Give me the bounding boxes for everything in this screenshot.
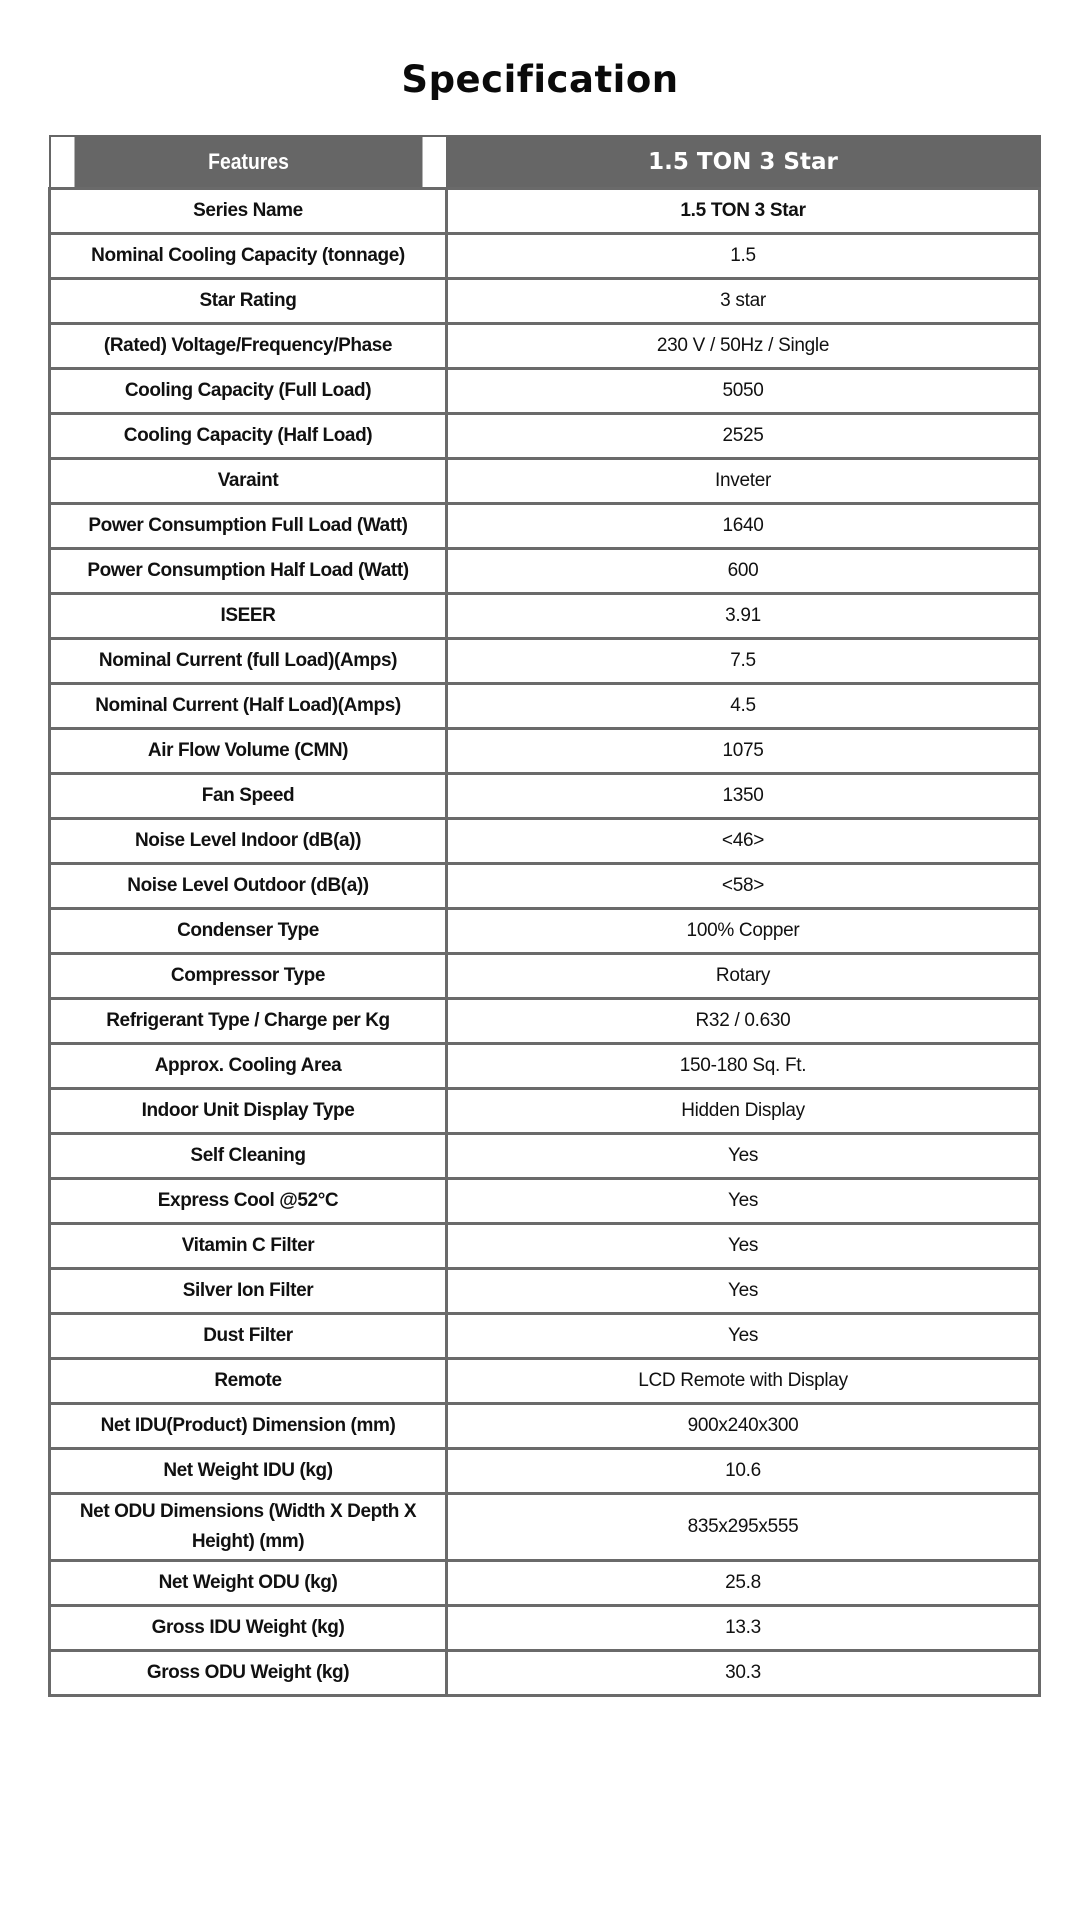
value-cell: 7.5 [447, 639, 1040, 684]
table-row [50, 1269, 1040, 1314]
table-row [50, 1179, 1040, 1224]
value-cell: LCD Remote with Display [447, 1359, 1040, 1404]
feature-cell: Nominal Current (full Load)(Amps) [50, 639, 447, 684]
table-row [50, 909, 1040, 954]
table-row [50, 1089, 1040, 1134]
table-row [50, 1606, 1040, 1651]
features-column-header: Features [73, 136, 422, 189]
value-cell: 100% Copper [447, 909, 1040, 954]
feature-cell: Nominal Cooling Capacity (tonnage) [50, 234, 447, 279]
feature-cell: Air Flow Volume (CMN) [50, 729, 447, 774]
value-cell: 30.3 [447, 1651, 1040, 1696]
feature-cell: Gross IDU Weight (kg) [50, 1606, 447, 1651]
feature-cell: Vitamin C Filter [50, 1224, 447, 1269]
feature-cell: Noise Level Indoor (dB(a)) [50, 819, 447, 864]
value-cell: Yes [447, 1224, 1040, 1269]
table-row [50, 1224, 1040, 1269]
value-cell: 900x240x300 [447, 1404, 1040, 1449]
value-cell: Hidden Display [447, 1089, 1040, 1134]
table-row [50, 1651, 1040, 1696]
table-row [50, 324, 1040, 369]
value-cell: Yes [447, 1179, 1040, 1224]
model-column-header: 1.5 TON 3 Star [447, 136, 1040, 189]
feature-cell: Power Consumption Full Load (Watt) [50, 504, 447, 549]
feature-cell: Refrigerant Type / Charge per Kg [50, 999, 447, 1044]
table-row [50, 1404, 1040, 1449]
table-row [50, 729, 1040, 774]
table-row [50, 639, 1040, 684]
feature-cell: Express Cool @52°C [50, 1179, 447, 1224]
table-row [50, 684, 1040, 729]
table-row [50, 549, 1040, 594]
value-cell: Inveter [447, 459, 1040, 504]
feature-cell: ISEER [50, 594, 447, 639]
feature-cell: Gross ODU Weight (kg) [50, 1651, 447, 1696]
value-cell: Yes [447, 1314, 1040, 1359]
table-row [50, 459, 1040, 504]
feature-cell: Power Consumption Half Load (Watt) [50, 549, 447, 594]
feature-cell: Star Rating [50, 279, 447, 324]
feature-cell: Indoor Unit Display Type [50, 1089, 447, 1134]
feature-cell: Net Weight ODU (kg) [50, 1561, 447, 1606]
table-row [50, 414, 1040, 459]
table-row [50, 594, 1040, 639]
table-header-row [50, 136, 1040, 189]
table-row [50, 1494, 1040, 1561]
feature-cell: Approx. Cooling Area [50, 1044, 447, 1089]
value-cell: 25.8 [447, 1561, 1040, 1606]
table-row [50, 1359, 1040, 1404]
table-row [50, 1449, 1040, 1494]
value-cell: Yes [447, 1269, 1040, 1314]
feature-cell: Cooling Capacity (Half Load) [50, 414, 447, 459]
table-row [50, 234, 1040, 279]
value-cell: 2525 [447, 414, 1040, 459]
value-cell: 1640 [447, 504, 1040, 549]
value-cell: Rotary [447, 954, 1040, 999]
table-row [50, 504, 1040, 549]
value-cell: 1350 [447, 774, 1040, 819]
feature-cell: Net IDU(Product) Dimension (mm) [50, 1404, 447, 1449]
value-cell: 1.5 TON 3 Star [447, 189, 1040, 234]
table-row [50, 1044, 1040, 1089]
table-row [50, 369, 1040, 414]
table-row [50, 1134, 1040, 1179]
feature-cell: Compressor Type [50, 954, 447, 999]
table-row [50, 189, 1040, 234]
value-cell: 150-180 Sq. Ft. [447, 1044, 1040, 1089]
feature-cell: Remote [50, 1359, 447, 1404]
value-cell: 835x295x555 [447, 1494, 1040, 1561]
feature-cell: Self Cleaning [50, 1134, 447, 1179]
value-cell: 1075 [447, 729, 1040, 774]
table-row [50, 999, 1040, 1044]
feature-cell: Varaint [50, 459, 447, 504]
feature-cell: Nominal Current (Half Load)(Amps) [50, 684, 447, 729]
value-cell: 13.3 [447, 1606, 1040, 1651]
table-row [50, 819, 1040, 864]
value-cell: <58> [447, 864, 1040, 909]
table-row [50, 954, 1040, 999]
value-cell: 3.91 [447, 594, 1040, 639]
value-cell: 1.5 [447, 234, 1040, 279]
value-cell: 600 [447, 549, 1040, 594]
table-row [50, 864, 1040, 909]
table-row [50, 1561, 1040, 1606]
value-cell: 5050 [447, 369, 1040, 414]
table-row [50, 1314, 1040, 1359]
feature-cell: Dust Filter [50, 1314, 447, 1359]
feature-cell: Condenser Type [50, 909, 447, 954]
value-cell: R32 / 0.630 [447, 999, 1040, 1044]
value-cell: 10.6 [447, 1449, 1040, 1494]
table-row [50, 774, 1040, 819]
specification-table [48, 135, 1041, 1697]
feature-cell: Series Name [50, 189, 447, 234]
page-title: Specification [401, 58, 679, 101]
value-cell: Yes [447, 1134, 1040, 1179]
value-cell: 4.5 [447, 684, 1040, 729]
feature-cell: Silver Ion Filter [50, 1269, 447, 1314]
feature-cell: Net ODU Dimensions (Width X Depth X Height) (mm) [50, 1494, 447, 1561]
feature-cell: Fan Speed [50, 774, 447, 819]
feature-cell: Noise Level Outdoor (dB(a)) [50, 864, 447, 909]
value-cell: 230 V / 50Hz / Single [447, 324, 1040, 369]
value-cell: <46> [447, 819, 1040, 864]
feature-cell: Cooling Capacity (Full Load) [50, 369, 447, 414]
feature-cell: Net Weight IDU (kg) [50, 1449, 447, 1494]
feature-cell: (Rated) Voltage/Frequency/Phase [50, 324, 447, 369]
table-row [50, 279, 1040, 324]
value-cell: 3 star [447, 279, 1040, 324]
